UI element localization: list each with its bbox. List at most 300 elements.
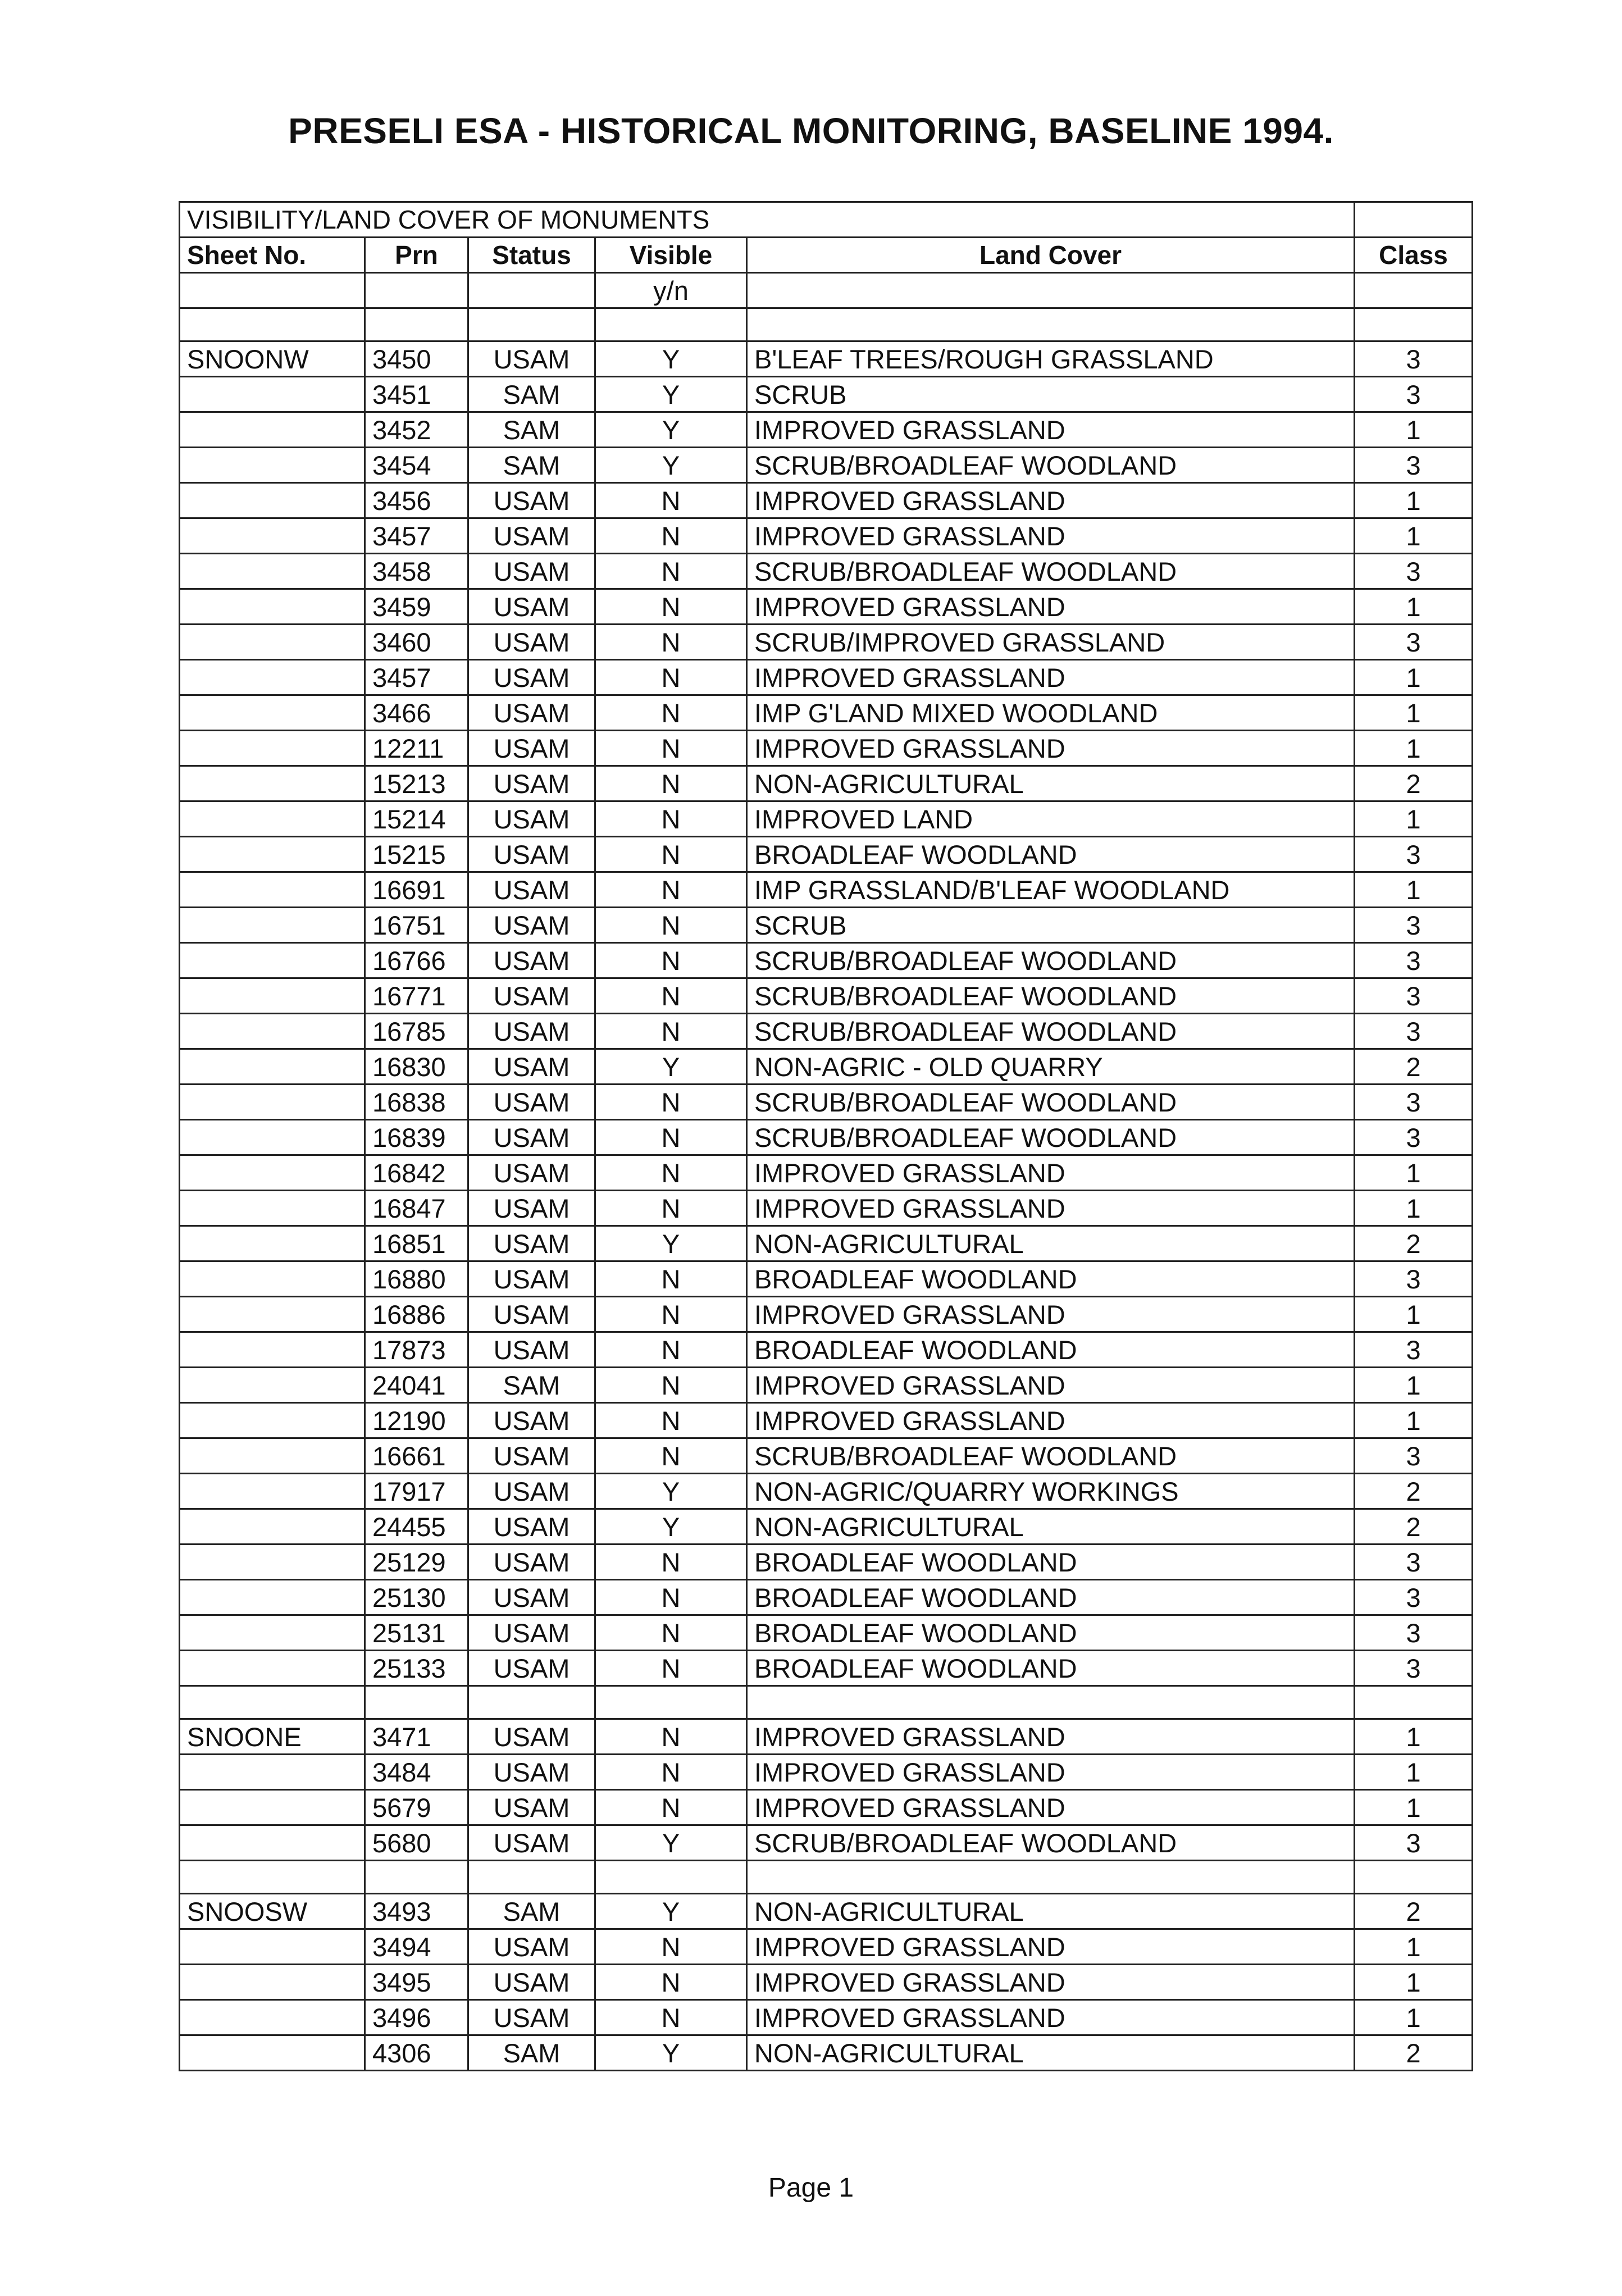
sheet-no-cell bbox=[180, 1474, 365, 1509]
prn-cell: 12190 bbox=[365, 1403, 468, 1438]
class-cell: 2 bbox=[1355, 1226, 1473, 1261]
land-cover-cell: IMPROVED GRASSLAND bbox=[747, 1755, 1355, 1790]
status-cell: USAM bbox=[468, 1615, 595, 1651]
prn-cell: 16785 bbox=[365, 1014, 468, 1049]
class-cell: 3 bbox=[1355, 1332, 1473, 1368]
table-row bbox=[180, 872, 1473, 908]
prn-cell: 24455 bbox=[365, 1509, 468, 1545]
prn-cell: 25130 bbox=[365, 1580, 468, 1615]
sheet-no-cell bbox=[180, 837, 365, 872]
prn-cell: 3458 bbox=[365, 554, 468, 589]
land-cover-cell: NON-AGRIC/QUARRY WORKINGS bbox=[747, 1474, 1355, 1509]
land-cover-cell: NON-AGRICULTURAL bbox=[747, 766, 1355, 801]
visible-cell: N bbox=[595, 2000, 747, 2035]
prn-cell: 16838 bbox=[365, 1085, 468, 1120]
header-visible: Visible bbox=[595, 238, 747, 273]
visible-cell: Y bbox=[595, 2035, 747, 2071]
sheet-no-cell bbox=[180, 1790, 365, 1825]
sheet-no-cell bbox=[180, 1438, 365, 1474]
sheet-no-cell bbox=[180, 554, 365, 589]
status-cell: USAM bbox=[468, 1790, 595, 1825]
status-cell: USAM bbox=[468, 1545, 595, 1580]
sheet-no-cell bbox=[180, 1545, 365, 1580]
table-row bbox=[180, 2000, 1473, 2035]
table-row bbox=[180, 766, 1473, 801]
visible-cell: N bbox=[595, 518, 747, 554]
sheet-no-cell bbox=[180, 448, 365, 483]
class-cell: 1 bbox=[1355, 695, 1473, 731]
table-row bbox=[180, 1155, 1473, 1191]
class-cell: 3 bbox=[1355, 1014, 1473, 1049]
table-row bbox=[180, 1403, 1473, 1438]
prn-cell: 16691 bbox=[365, 872, 468, 908]
land-cover-cell: IMPROVED LAND bbox=[747, 801, 1355, 837]
status-cell: USAM bbox=[468, 341, 595, 377]
table-row bbox=[180, 943, 1473, 978]
land-cover-cell: BROADLEAF WOODLAND bbox=[747, 1545, 1355, 1580]
prn-cell: 16751 bbox=[365, 908, 468, 943]
status-cell: USAM bbox=[468, 1049, 595, 1085]
land-cover-cell: SCRUB/BROADLEAF WOODLAND bbox=[747, 943, 1355, 978]
visible-cell: N bbox=[595, 978, 747, 1014]
prn-cell: 16847 bbox=[365, 1191, 468, 1226]
table-row bbox=[180, 1825, 1473, 1861]
status-cell: USAM bbox=[468, 518, 595, 554]
class-cell: 1 bbox=[1355, 1719, 1473, 1755]
visible-cell: N bbox=[595, 695, 747, 731]
land-cover-cell: BROADLEAF WOODLAND bbox=[747, 1261, 1355, 1297]
caption-blank-cell bbox=[1355, 202, 1473, 238]
sheet-no-cell bbox=[180, 978, 365, 1014]
visible-cell: Y bbox=[595, 412, 747, 448]
table-row bbox=[180, 448, 1473, 483]
table-row bbox=[180, 837, 1473, 872]
table-row bbox=[180, 801, 1473, 837]
prn-cell: 3457 bbox=[365, 660, 468, 695]
status-cell: USAM bbox=[468, 731, 595, 766]
sheet-no-cell bbox=[180, 695, 365, 731]
land-cover-cell: NON-AGRICULTURAL bbox=[747, 1226, 1355, 1261]
land-cover-cell: SCRUB/BROADLEAF WOODLAND bbox=[747, 1120, 1355, 1155]
land-cover-cell: IMPROVED GRASSLAND bbox=[747, 1297, 1355, 1332]
sheet-no-cell bbox=[180, 1155, 365, 1191]
class-cell: 2 bbox=[1355, 1509, 1473, 1545]
visible-cell: N bbox=[595, 554, 747, 589]
visible-cell: Y bbox=[595, 1474, 747, 1509]
class-cell: 1 bbox=[1355, 1297, 1473, 1332]
land-cover-cell: IMPROVED GRASSLAND bbox=[747, 518, 1355, 554]
sheet-no-cell bbox=[180, 1014, 365, 1049]
status-cell: USAM bbox=[468, 1580, 595, 1615]
prn-cell: 16661 bbox=[365, 1438, 468, 1474]
land-cover-cell: NON-AGRICULTURAL bbox=[747, 1509, 1355, 1545]
class-cell: 1 bbox=[1355, 1155, 1473, 1191]
visible-cell: N bbox=[595, 1790, 747, 1825]
status-cell: USAM bbox=[468, 872, 595, 908]
land-cover-cell: SCRUB/BROADLEAF WOODLAND bbox=[747, 1438, 1355, 1474]
sheet-no-cell bbox=[180, 801, 365, 837]
table-row bbox=[180, 695, 1473, 731]
land-cover-cell: IMPROVED GRASSLAND bbox=[747, 1155, 1355, 1191]
sheet-no-cell bbox=[180, 1120, 365, 1155]
table-row bbox=[180, 1049, 1473, 1085]
prn-cell: 25131 bbox=[365, 1615, 468, 1651]
status-cell: USAM bbox=[468, 1929, 595, 1965]
land-cover-cell: SCRUB/BROADLEAF WOODLAND bbox=[747, 978, 1355, 1014]
class-cell: 1 bbox=[1355, 731, 1473, 766]
table-row bbox=[180, 1894, 1473, 1929]
prn-cell: 16880 bbox=[365, 1261, 468, 1297]
class-cell: 1 bbox=[1355, 518, 1473, 554]
sheet-no-cell bbox=[180, 518, 365, 554]
sheet-no-cell bbox=[180, 625, 365, 660]
prn-cell: 3460 bbox=[365, 625, 468, 660]
class-cell: 1 bbox=[1355, 872, 1473, 908]
table-header-row bbox=[180, 238, 1473, 273]
sheet-no-cell bbox=[180, 1615, 365, 1651]
visible-cell: N bbox=[595, 1438, 747, 1474]
status-cell: USAM bbox=[468, 1155, 595, 1191]
visible-cell: N bbox=[595, 731, 747, 766]
visible-cell: N bbox=[595, 943, 747, 978]
land-cover-cell: SCRUB/IMPROVED GRASSLAND bbox=[747, 625, 1355, 660]
status-cell: USAM bbox=[468, 1403, 595, 1438]
prn-cell: 3471 bbox=[365, 1719, 468, 1755]
status-cell: USAM bbox=[468, 554, 595, 589]
status-cell: USAM bbox=[468, 660, 595, 695]
land-cover-cell: NON-AGRICULTURAL bbox=[747, 2035, 1355, 2071]
table-row bbox=[180, 341, 1473, 377]
table-row bbox=[180, 731, 1473, 766]
table-row bbox=[180, 660, 1473, 695]
sheet-no-cell bbox=[180, 412, 365, 448]
sheet-no-cell bbox=[180, 1403, 365, 1438]
visible-cell: N bbox=[595, 1014, 747, 1049]
class-cell: 1 bbox=[1355, 1755, 1473, 1790]
status-cell: USAM bbox=[468, 1965, 595, 2000]
visible-cell: N bbox=[595, 1332, 747, 1368]
table-row bbox=[180, 978, 1473, 1014]
status-cell: USAM bbox=[468, 1120, 595, 1155]
header-visible-yn: y/n bbox=[595, 273, 747, 308]
table-row bbox=[180, 2035, 1473, 2071]
class-cell: 1 bbox=[1355, 1790, 1473, 1825]
land-cover-cell: IMP G'LAND MIXED WOODLAND bbox=[747, 695, 1355, 731]
visible-cell: N bbox=[595, 483, 747, 518]
land-cover-cell: NON-AGRIC - OLD QUARRY bbox=[747, 1049, 1355, 1085]
status-cell: USAM bbox=[468, 1226, 595, 1261]
sheet-no-cell bbox=[180, 1965, 365, 2000]
status-cell: USAM bbox=[468, 1297, 595, 1332]
status-cell: USAM bbox=[468, 978, 595, 1014]
land-cover-cell: IMPROVED GRASSLAND bbox=[747, 1403, 1355, 1438]
sheet-no-cell bbox=[180, 766, 365, 801]
class-cell: 2 bbox=[1355, 1474, 1473, 1509]
prn-cell: 3484 bbox=[365, 1755, 468, 1790]
table-row bbox=[180, 1755, 1473, 1790]
visible-cell: N bbox=[595, 1191, 747, 1226]
sheet-no-cell bbox=[180, 1332, 365, 1368]
visible-cell: N bbox=[595, 1545, 747, 1580]
prn-cell: 3494 bbox=[365, 1929, 468, 1965]
visible-cell: N bbox=[595, 625, 747, 660]
prn-cell: 5679 bbox=[365, 1790, 468, 1825]
table-row bbox=[180, 589, 1473, 625]
sheet-no-cell bbox=[180, 1368, 365, 1403]
visible-cell: N bbox=[595, 1719, 747, 1755]
prn-cell: 3452 bbox=[365, 412, 468, 448]
land-cover-cell: BROADLEAF WOODLAND bbox=[747, 837, 1355, 872]
header-sheet-no: Sheet No. bbox=[180, 238, 365, 273]
sheet-no-cell bbox=[180, 731, 365, 766]
status-cell: USAM bbox=[468, 1651, 595, 1686]
header-status: Status bbox=[468, 238, 595, 273]
monuments-table bbox=[179, 201, 1473, 2071]
class-cell: 3 bbox=[1355, 1825, 1473, 1861]
table-caption-row bbox=[180, 202, 1473, 238]
visible-cell: N bbox=[595, 660, 747, 695]
status-cell: SAM bbox=[468, 377, 595, 412]
class-cell: 1 bbox=[1355, 1403, 1473, 1438]
land-cover-cell: SCRUB/BROADLEAF WOODLAND bbox=[747, 1014, 1355, 1049]
status-cell: USAM bbox=[468, 801, 595, 837]
land-cover-cell: IMPROVED GRASSLAND bbox=[747, 660, 1355, 695]
class-cell: 3 bbox=[1355, 448, 1473, 483]
land-cover-cell: BROADLEAF WOODLAND bbox=[747, 1651, 1355, 1686]
group-spacer-row bbox=[180, 1861, 1473, 1894]
class-cell: 3 bbox=[1355, 1580, 1473, 1615]
visible-cell: Y bbox=[595, 1825, 747, 1861]
class-cell: 2 bbox=[1355, 766, 1473, 801]
class-cell: 2 bbox=[1355, 2035, 1473, 2071]
prn-cell: 3451 bbox=[365, 377, 468, 412]
land-cover-cell: BROADLEAF WOODLAND bbox=[747, 1615, 1355, 1651]
sheet-no-cell bbox=[180, 1929, 365, 1965]
visible-cell: N bbox=[595, 872, 747, 908]
status-cell: USAM bbox=[468, 1825, 595, 1861]
class-cell: 2 bbox=[1355, 1049, 1473, 1085]
land-cover-cell: B'LEAF TREES/ROUGH GRASSLAND bbox=[747, 341, 1355, 377]
class-cell: 2 bbox=[1355, 1894, 1473, 1929]
visible-cell: N bbox=[595, 1155, 747, 1191]
class-cell: 1 bbox=[1355, 1965, 1473, 2000]
class-cell: 1 bbox=[1355, 412, 1473, 448]
table-row bbox=[180, 1719, 1473, 1755]
land-cover-cell: IMP GRASSLAND/B'LEAF WOODLAND bbox=[747, 872, 1355, 908]
sheet-no-cell bbox=[180, 1755, 365, 1790]
table-subheader-row bbox=[180, 273, 1473, 308]
status-cell: USAM bbox=[468, 625, 595, 660]
visible-cell: Y bbox=[595, 377, 747, 412]
page-number: Page 1 bbox=[768, 2173, 854, 2203]
class-cell: 3 bbox=[1355, 978, 1473, 1014]
visible-cell: N bbox=[595, 1085, 747, 1120]
table-row bbox=[180, 1368, 1473, 1403]
status-cell: USAM bbox=[468, 589, 595, 625]
land-cover-cell: IMPROVED GRASSLAND bbox=[747, 2000, 1355, 2035]
sheet-no-cell bbox=[180, 1651, 365, 1686]
header-class: Class bbox=[1355, 238, 1473, 273]
land-cover-cell: SCRUB/BROADLEAF WOODLAND bbox=[747, 554, 1355, 589]
sheet-no-cell bbox=[180, 1509, 365, 1545]
visible-cell: N bbox=[595, 1368, 747, 1403]
table-row bbox=[180, 1615, 1473, 1651]
status-cell: USAM bbox=[468, 837, 595, 872]
sheet-no-cell bbox=[180, 589, 365, 625]
status-cell: USAM bbox=[468, 483, 595, 518]
status-cell: SAM bbox=[468, 1894, 595, 1929]
status-cell: USAM bbox=[468, 908, 595, 943]
table-row bbox=[180, 1545, 1473, 1580]
class-cell: 3 bbox=[1355, 1261, 1473, 1297]
prn-cell: 3466 bbox=[365, 695, 468, 731]
class-cell: 3 bbox=[1355, 1615, 1473, 1651]
prn-cell: 16851 bbox=[365, 1226, 468, 1261]
sheet-no-cell bbox=[180, 660, 365, 695]
prn-cell: 15213 bbox=[365, 766, 468, 801]
class-cell: 1 bbox=[1355, 801, 1473, 837]
group-spacer-row bbox=[180, 308, 1473, 341]
class-cell: 3 bbox=[1355, 943, 1473, 978]
status-cell: SAM bbox=[468, 2035, 595, 2071]
status-cell: USAM bbox=[468, 695, 595, 731]
class-cell: 3 bbox=[1355, 908, 1473, 943]
visible-cell: N bbox=[595, 1929, 747, 1965]
status-cell: USAM bbox=[468, 1261, 595, 1297]
table-row bbox=[180, 554, 1473, 589]
sheet-no-cell bbox=[180, 1049, 365, 1085]
prn-cell: 5680 bbox=[365, 1825, 468, 1861]
prn-cell: 3450 bbox=[365, 341, 468, 377]
class-cell: 3 bbox=[1355, 554, 1473, 589]
table-row bbox=[180, 1191, 1473, 1226]
land-cover-cell: IMPROVED GRASSLAND bbox=[747, 1790, 1355, 1825]
table-row bbox=[180, 483, 1473, 518]
land-cover-cell: IMPROVED GRASSLAND bbox=[747, 1191, 1355, 1226]
land-cover-cell: BROADLEAF WOODLAND bbox=[747, 1332, 1355, 1368]
status-cell: USAM bbox=[468, 1474, 595, 1509]
sheet-no-cell bbox=[180, 1085, 365, 1120]
land-cover-cell: SCRUB bbox=[747, 377, 1355, 412]
visible-cell: N bbox=[595, 766, 747, 801]
prn-cell: 25133 bbox=[365, 1651, 468, 1686]
status-cell: USAM bbox=[468, 943, 595, 978]
status-cell: SAM bbox=[468, 448, 595, 483]
visible-cell: N bbox=[595, 1120, 747, 1155]
table-row bbox=[180, 1261, 1473, 1297]
sheet-no-cell bbox=[180, 2035, 365, 2071]
visible-cell: Y bbox=[595, 1509, 747, 1545]
land-cover-cell: SCRUB/BROADLEAF WOODLAND bbox=[747, 448, 1355, 483]
visible-cell: N bbox=[595, 589, 747, 625]
visible-cell: N bbox=[595, 1403, 747, 1438]
class-cell: 1 bbox=[1355, 589, 1473, 625]
table-row bbox=[180, 518, 1473, 554]
prn-cell: 17917 bbox=[365, 1474, 468, 1509]
visible-cell: N bbox=[595, 1297, 747, 1332]
prn-cell: 25129 bbox=[365, 1545, 468, 1580]
class-cell: 1 bbox=[1355, 660, 1473, 695]
class-cell: 3 bbox=[1355, 1085, 1473, 1120]
prn-cell: 3457 bbox=[365, 518, 468, 554]
status-cell: USAM bbox=[468, 1719, 595, 1755]
sheet-no-cell bbox=[180, 1261, 365, 1297]
land-cover-cell: IMPROVED GRASSLAND bbox=[747, 731, 1355, 766]
status-cell: SAM bbox=[468, 1368, 595, 1403]
status-cell: USAM bbox=[468, 1332, 595, 1368]
sheet-no-cell bbox=[180, 1226, 365, 1261]
status-cell: USAM bbox=[468, 1509, 595, 1545]
sheet-no-cell: SNOONW bbox=[180, 341, 365, 377]
prn-cell: 16771 bbox=[365, 978, 468, 1014]
prn-cell: 16886 bbox=[365, 1297, 468, 1332]
header-prn: Prn bbox=[365, 238, 468, 273]
prn-cell: 24041 bbox=[365, 1368, 468, 1403]
sheet-no-cell bbox=[180, 1825, 365, 1861]
visible-cell: Y bbox=[595, 1894, 747, 1929]
table-row bbox=[180, 625, 1473, 660]
prn-cell: 3495 bbox=[365, 1965, 468, 2000]
prn-cell: 16830 bbox=[365, 1049, 468, 1085]
table-row bbox=[180, 1085, 1473, 1120]
prn-cell: 12211 bbox=[365, 731, 468, 766]
prn-cell: 3456 bbox=[365, 483, 468, 518]
class-cell: 3 bbox=[1355, 1120, 1473, 1155]
prn-cell: 16842 bbox=[365, 1155, 468, 1191]
visible-cell: N bbox=[595, 837, 747, 872]
class-cell: 3 bbox=[1355, 1651, 1473, 1686]
table-row bbox=[180, 1580, 1473, 1615]
status-cell: USAM bbox=[468, 1191, 595, 1226]
visible-cell: N bbox=[595, 1965, 747, 2000]
group-spacer-row bbox=[180, 1686, 1473, 1719]
table-row bbox=[180, 1509, 1473, 1545]
class-cell: 3 bbox=[1355, 377, 1473, 412]
page-title: PRESELI ESA - HISTORICAL MONITORING, BASELINE 1994. bbox=[288, 111, 1334, 151]
status-cell: SAM bbox=[468, 412, 595, 448]
status-cell: USAM bbox=[468, 1438, 595, 1474]
table-row bbox=[180, 1474, 1473, 1509]
land-cover-cell: IMPROVED GRASSLAND bbox=[747, 1719, 1355, 1755]
status-cell: USAM bbox=[468, 766, 595, 801]
visible-cell: N bbox=[595, 1261, 747, 1297]
class-cell: 1 bbox=[1355, 483, 1473, 518]
prn-cell: 17873 bbox=[365, 1332, 468, 1368]
table-row bbox=[180, 1965, 1473, 2000]
land-cover-cell: SCRUB bbox=[747, 908, 1355, 943]
prn-cell: 3496 bbox=[365, 2000, 468, 2035]
table-row bbox=[180, 1014, 1473, 1049]
land-cover-cell: IMPROVED GRASSLAND bbox=[747, 1929, 1355, 1965]
land-cover-cell: NON-AGRICULTURAL bbox=[747, 1894, 1355, 1929]
land-cover-cell: SCRUB/BROADLEAF WOODLAND bbox=[747, 1085, 1355, 1120]
sheet-no-cell bbox=[180, 377, 365, 412]
table-row bbox=[180, 908, 1473, 943]
class-cell: 3 bbox=[1355, 1545, 1473, 1580]
sheet-no-cell bbox=[180, 483, 365, 518]
land-cover-cell: SCRUB/BROADLEAF WOODLAND bbox=[747, 1825, 1355, 1861]
sheet-no-cell bbox=[180, 1297, 365, 1332]
prn-cell: 3454 bbox=[365, 448, 468, 483]
prn-cell: 15214 bbox=[365, 801, 468, 837]
land-cover-cell: IMPROVED GRASSLAND bbox=[747, 412, 1355, 448]
table-row bbox=[180, 412, 1473, 448]
status-cell: USAM bbox=[468, 1085, 595, 1120]
table-row bbox=[180, 1226, 1473, 1261]
prn-cell: 3493 bbox=[365, 1894, 468, 1929]
prn-cell: 15215 bbox=[365, 837, 468, 872]
sheet-no-cell: SNOOSW bbox=[180, 1894, 365, 1929]
